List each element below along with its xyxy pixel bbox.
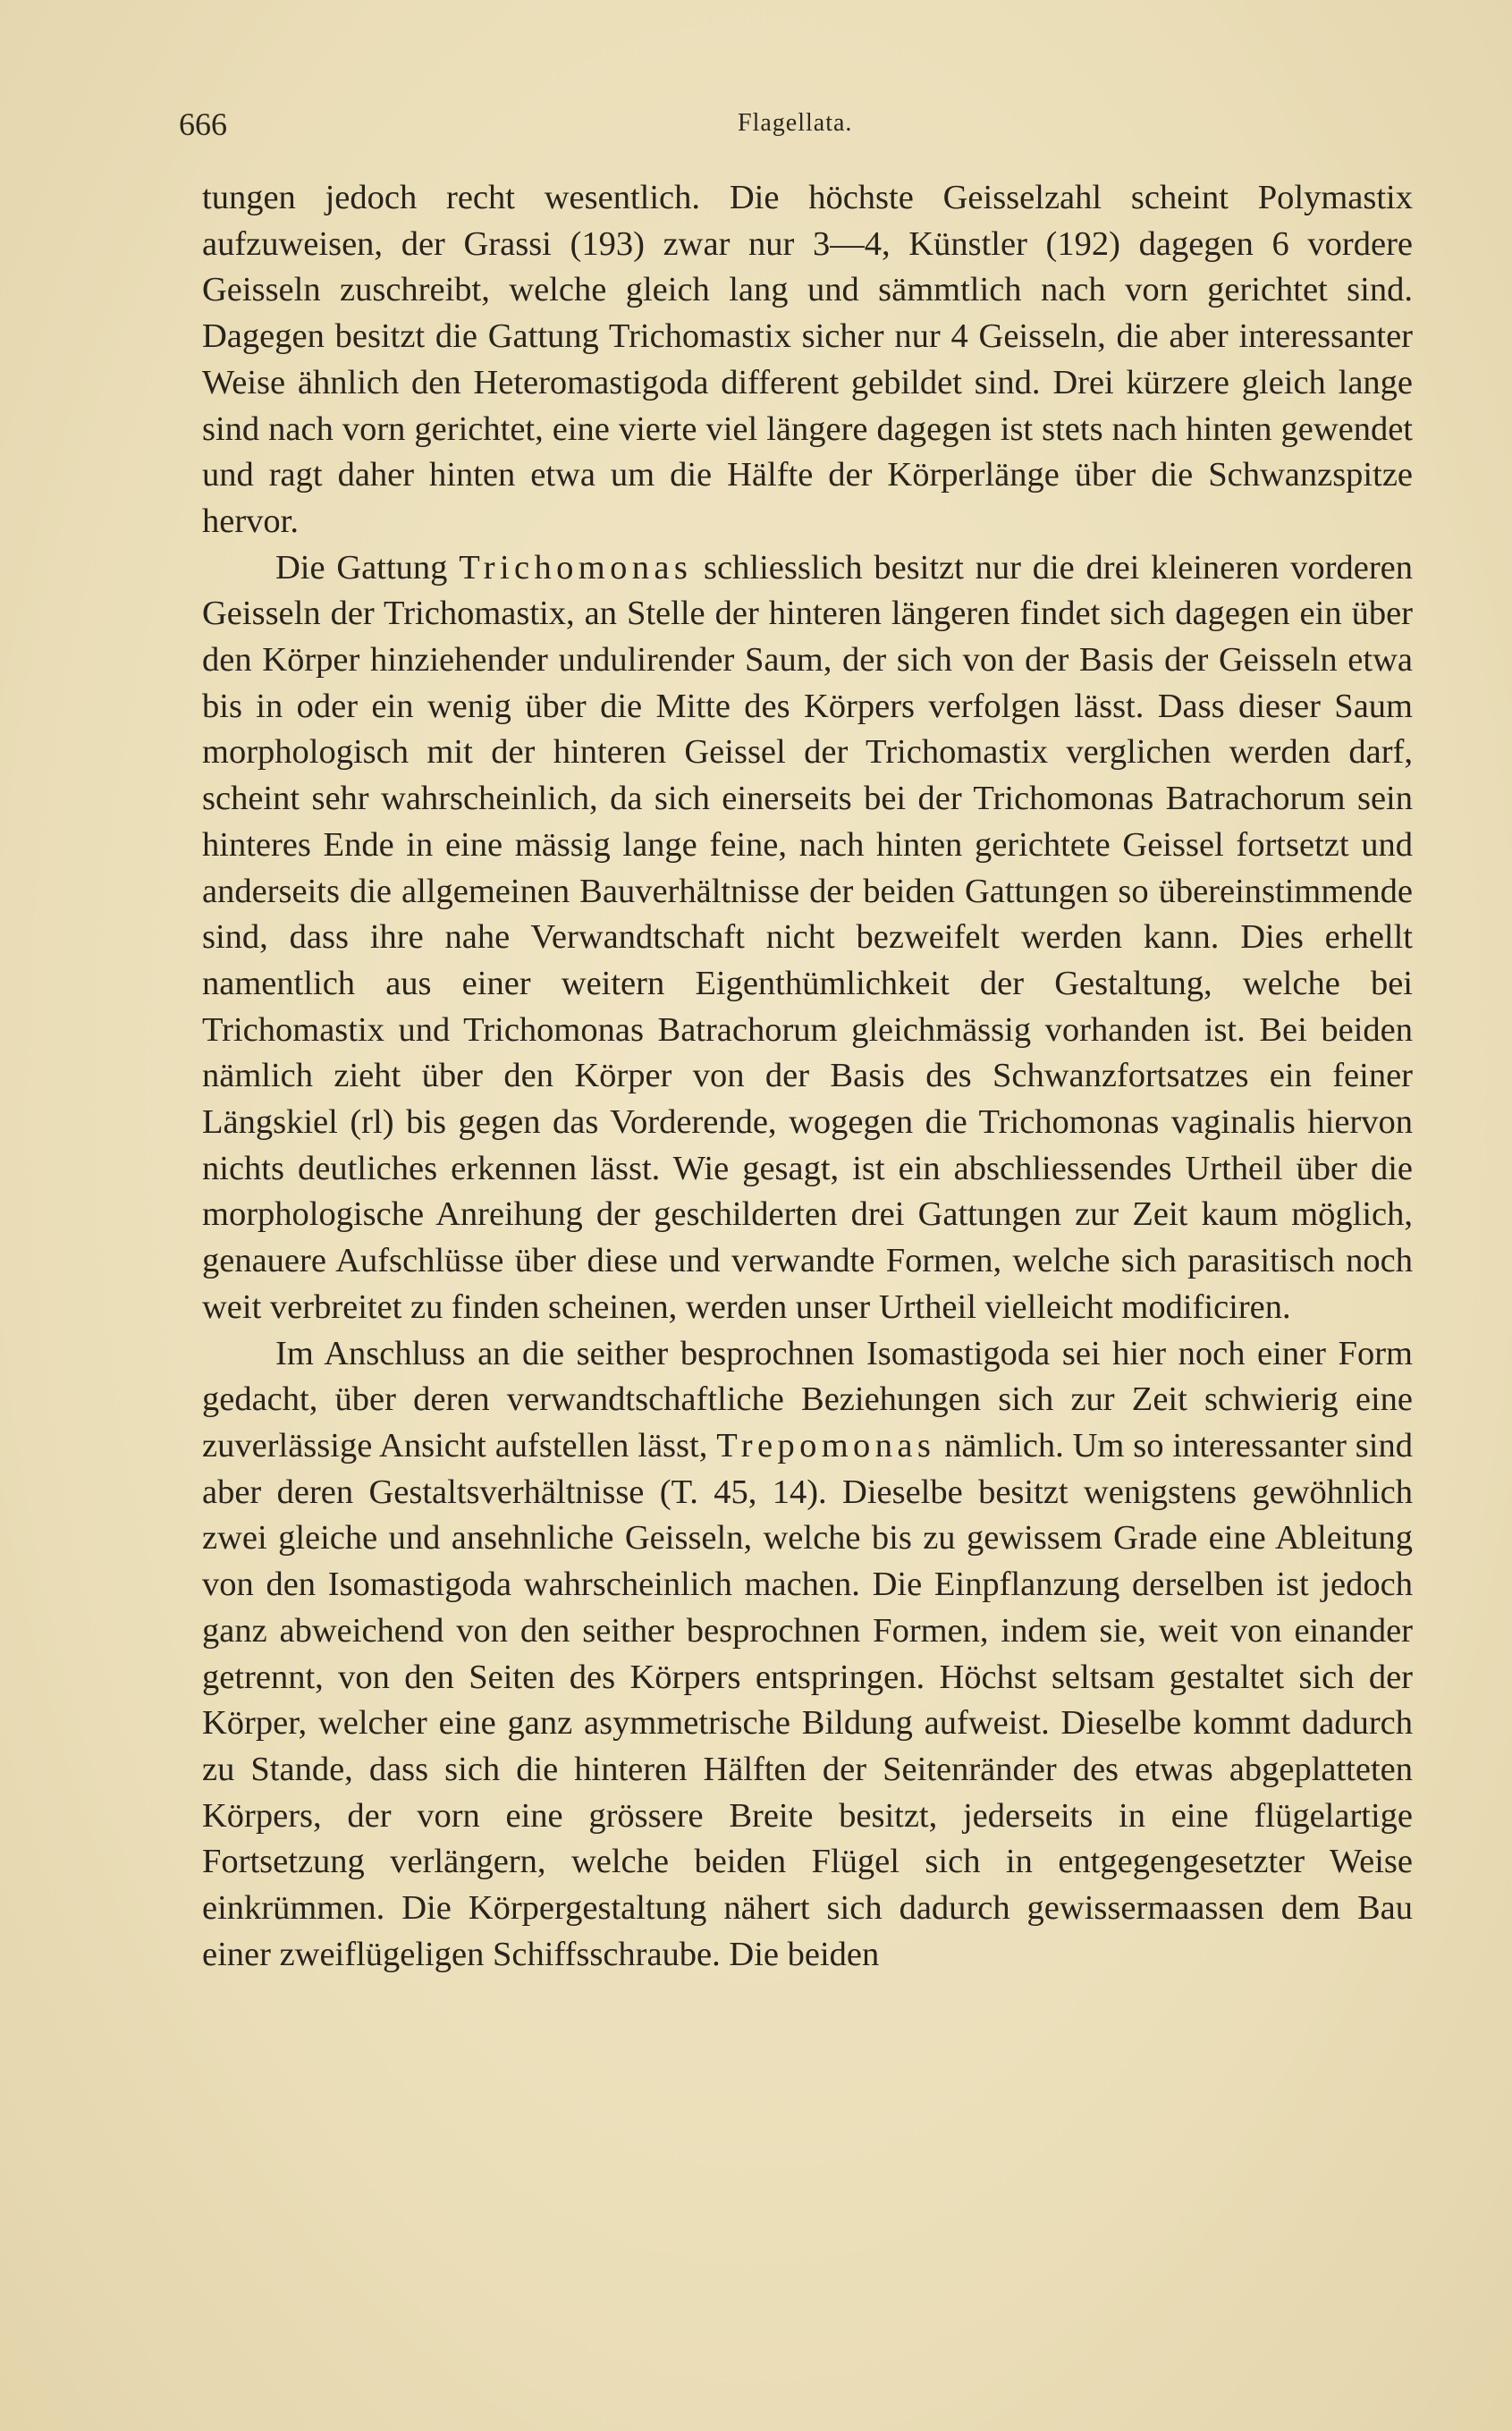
paragraph-text: Die Gattung <box>275 548 460 587</box>
page-number: 666 <box>179 106 227 142</box>
paragraph-text: nämlich. Um so interessanter sind aber deren Gestaltsverhältnisse (T. 45, 14). Dieselbe besitzt wenigstens gewöhnlich zwei gleiche und ansehnliche Geisseln, welche bis zu gewissem Grade eine Ableitung von den Isomastigoda wahrscheinlich machen. Die Einpflanzung derselben ist jedoch ganz abweichend von den seither besprochnen Formen, indem sie, weit von einander getrennt, von den Seiten des Körpers entspringen. Höchst seltsam gestaltet sich der Körper, welcher eine ganz asymmetrische Bildung aufweist. Dieselbe kommt dadurch zu Stande, dass sich die hinteren Hälften der Seitenränder des etwas abgeplatteten Körpers, der vorn eine grössere Breite besitzt, jederseits in eine flügelartige Fortsetzung verlängern, welche beiden Flügel sich in entgegengesetzter Weise einkrümmen. Die Körpergestaltung nähert sich dadurch gewissermaassen dem Bau einer zweiflügeligen Schiffsschraube. Die beiden <box>202 1426 1413 1973</box>
genus-name-spaced: Trichomonas <box>459 548 693 587</box>
running-head: Flagellata. <box>738 109 853 137</box>
page-header <box>179 106 1413 148</box>
paragraph-text: Im Anschluss an die seither besprochnen Isomastigoda sei hier noch einer Form gedacht, über deren verwandtschaftliche Beziehungen sich zur Zeit schwierig eine zuverlässige Ansicht aufstellen lässt, <box>202 1334 1413 1465</box>
paragraph-2 <box>202 545 1413 1331</box>
paragraph-1 <box>202 175 1413 545</box>
paragraph-text: schliesslich besitzt nur die drei kleineren vorderen Geisseln der Trichomastix, an Stelle der hinteren längeren findet sich dagegen ein über den Körper hinziehender undulirender Saum, der sich von der Basis der Geisseln etwa bis in oder ein wenig über die Mitte des Körpers verfolgen lässt. Dass dieser Saum morphologisch mit der hinteren Geissel der Trichomastix verglichen werden darf, scheint sehr wahrscheinlich, da sich einerseits bei der Trichomonas Batrachorum sein hinteres Ende in eine mässig lange feine, nach hinten gerichtete Geissel fortsetzt und anderseits die allgemeinen Bauverhältnisse der beiden Gattungen so übereinstimmende sind, dass ihre nahe Verwandtschaft nicht bezweifelt werden kann. Dies erhellt namentlich aus einer weitern Eigenthümlichkeit der Gestaltung, welche bei Trichomastix und Trichomonas Batrachorum gleichmässig vorhanden ist. Bei beiden nämlich zieht über den Körper von der Basis des Schwanzfortsatzes ein feiner Längskiel (rl) bis gegen das Vorderende, wogegen die Trichomonas vaginalis hiervon nichts deutliches erkennen lässt. Wie gesagt, ist ein abschliessendes Urtheil über die morphologische Anreihung der geschilderten drei Gattungen zur Zeit kaum möglich, genauere Aufschlüsse über diese und verwandte Formen, welche sich parasitisch noch weit verbreitet zu finden scheinen, werden unser Urtheil vielleicht modificiren. <box>202 548 1413 1326</box>
genus-name-spaced: Trepomonas <box>716 1426 936 1465</box>
paragraph-text: tungen jedoch recht wesentlich. Die höchste Geisselzahl scheint Polymastix aufzuweisen, der Grassi (193) zwar nur 3—4, Künstler (192) dagegen 6 vordere Geisseln zuschreibt, welche gleich lang und sämmtlich nach vorn gerichtet sind. Dagegen besitzt die Gattung Trichomastix sicher nur 4 Geisseln, die aber interessanter Weise ähnlich den Heteromastigoda different gebildet sind. Drei kürzere gleich lange sind nach vorn gerichtet, eine vierte viel längere dagegen ist stets nach hinten gewendet und ragt daher hinten etwa um die Hälfte der Körperlänge über die Schwanzspitze hervor. <box>202 179 1413 540</box>
body-text <box>202 175 1413 1978</box>
paragraph-3 <box>202 1331 1413 1979</box>
